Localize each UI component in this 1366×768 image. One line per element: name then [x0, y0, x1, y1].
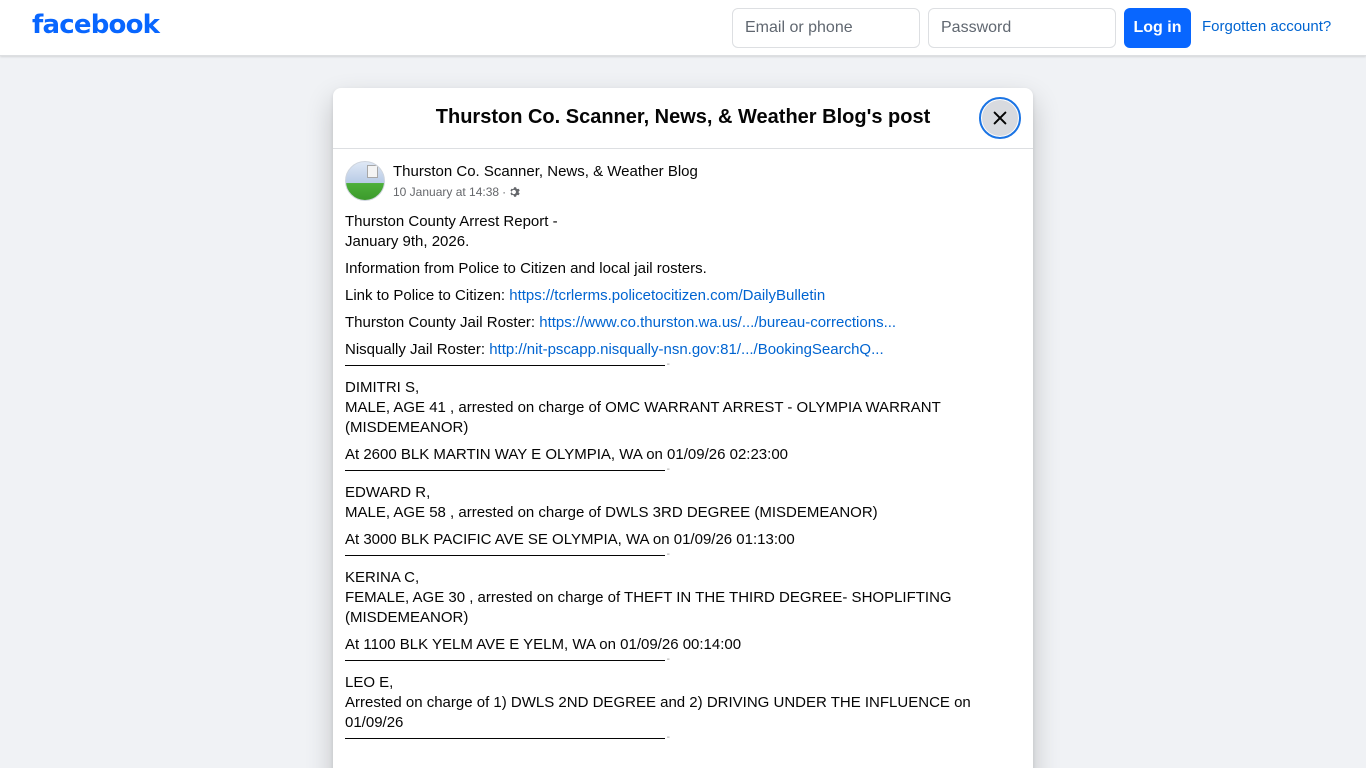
- nisqually-jail-roster-link[interactable]: http://nit-pscapp.nisqually-nsn.gov:81/.../BookingSearchQ...: [489, 341, 884, 358]
- separator-line: [345, 738, 665, 739]
- top-navigation-bar: [0, 0, 1366, 56]
- post-timestamp[interactable]: 10 January at 14:38: [393, 185, 500, 199]
- email-field[interactable]: [732, 8, 920, 48]
- meta-separator: ·: [502, 185, 507, 199]
- gear-icon[interactable]: [509, 186, 521, 198]
- arrest-details: MALE, AGE 41 , arrested on charge of OMC WARRANT ARREST - OLYMPIA WARRANT (MISDEMEANOR): [345, 399, 941, 436]
- separator-line: [345, 660, 665, 661]
- forgotten-account-link[interactable]: Forgotten account?: [1202, 18, 1332, 35]
- arrest-name: LEO E,: [345, 674, 394, 691]
- login-button[interactable]: Log in: [1124, 8, 1191, 48]
- link-label: Nisqually Jail Roster:: [345, 341, 490, 358]
- password-field[interactable]: [928, 8, 1116, 48]
- post-header: [345, 161, 1021, 203]
- post-dialog: [333, 88, 1033, 768]
- dialog-header: [333, 88, 1033, 149]
- intro-line-2: January 9th, 2026.: [345, 233, 470, 250]
- arrest-location: At 1100 BLK YELM AVE E YELM, WA on 01/09/26 00:14:00: [345, 636, 742, 653]
- arrest-entry: [345, 378, 1021, 465]
- post-meta: [393, 183, 698, 201]
- post-intro: [345, 212, 1021, 252]
- separator-line: [345, 555, 665, 556]
- separator-line: [345, 470, 665, 471]
- arrest-details: MALE, AGE 58 , arrested on charge of DWLS 3RD DEGREE (MISDEMEANOR): [345, 504, 878, 521]
- link-row-nisqually-jail: [345, 340, 1021, 360]
- facebook-logo[interactable]: facebook: [32, 10, 160, 40]
- close-button[interactable]: [979, 97, 1021, 139]
- post-info: Information from Police to Citizen and local jail rosters.: [345, 260, 707, 277]
- link-row-thurston-jail: [345, 313, 1021, 333]
- police-to-citizen-link[interactable]: https://tcrlerms.policetocitizen.com/DailyBulletin: [509, 287, 826, 304]
- link-label: Thurston County Jail Roster:: [345, 314, 540, 331]
- close-icon: [991, 109, 1009, 127]
- arrest-name: EDWARD R,: [345, 484, 431, 501]
- post: [333, 149, 1033, 739]
- arrest-entry: [345, 568, 1021, 655]
- arrest-details: FEMALE, AGE 30 , arrested on charge of THEFT IN THE THIRD DEGREE- SHOPLIFTING (MISDEMEANOR): [345, 589, 952, 626]
- arrest-entry: [345, 673, 1021, 733]
- thurston-jail-roster-link[interactable]: https://www.co.thurston.wa.us/.../bureau-corrections...: [539, 314, 897, 331]
- separator-line: [345, 365, 665, 366]
- link-row-police-to-citizen: [345, 286, 1021, 306]
- dialog-title: Thurston Co. Scanner, News, & Weather Blog's post: [435, 106, 931, 128]
- post-body: [345, 212, 1021, 739]
- arrest-entry: [345, 483, 1021, 550]
- link-label: Link to Police to Citizen:: [345, 287, 510, 304]
- arrest-location: At 3000 BLK PACIFIC AVE SE OLYMPIA, WA on 01/09/26 01:13:00: [345, 531, 795, 548]
- intro-line-1: Thurston County Arrest Report -: [345, 213, 558, 230]
- avatar[interactable]: [345, 161, 385, 201]
- arrest-name: KERINA C,: [345, 569, 420, 586]
- arrest-details: Arrested on charge of 1) DWLS 2ND DEGREE and 2) DRIVING UNDER THE INFLUENCE on 01/09/26: [345, 694, 971, 731]
- author-name[interactable]: Thurston Co. Scanner, News, & Weather Blog: [393, 163, 698, 180]
- arrest-name: DIMITRI S,: [345, 379, 420, 396]
- arrest-location: At 2600 BLK MARTIN WAY E OLYMPIA, WA on 01/09/26 02:23:00: [345, 446, 789, 463]
